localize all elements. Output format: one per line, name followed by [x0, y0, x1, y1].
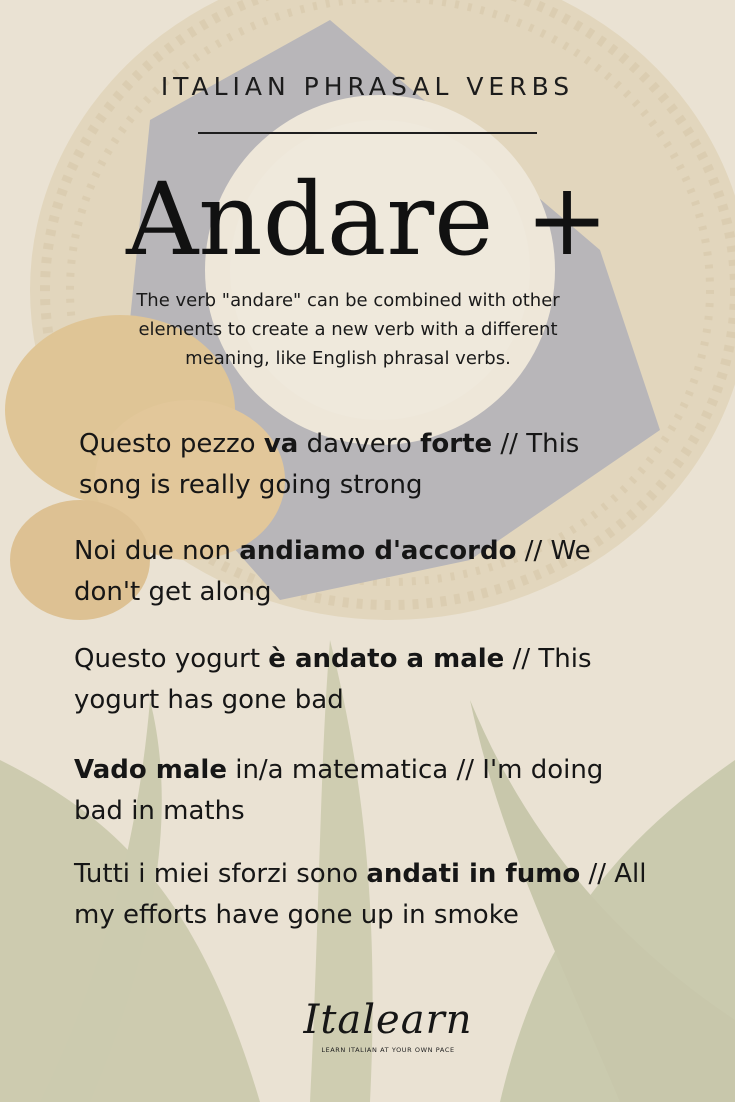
example-item: [74, 531, 644, 613]
example-item: [79, 424, 639, 506]
page-title: Andare +: [126, 161, 609, 278]
italian-phrase: Vado male: [74, 755, 227, 785]
italian-phrase: andiamo d'accordo: [239, 536, 517, 566]
example-text: // We don't get along: [74, 536, 591, 607]
example-text: // This yogurt has gone bad: [74, 644, 592, 715]
intro-text: The verb "andare" can be combined with other elements to create a new verb with a different meaning, like English phrasal verbs.: [136, 290, 560, 369]
logo-wordmark: Italearn: [303, 997, 473, 1043]
example-text: Questo yogurt: [74, 644, 269, 674]
italian-phrase: va: [263, 429, 299, 459]
example-text: Tutti i miei sforzi sono: [74, 859, 367, 889]
divider: [198, 132, 537, 134]
example-text: Questo pezzo: [79, 429, 264, 459]
logo-tagline: LEARN ITALIAN AT YOUR OWN PACE: [321, 1046, 455, 1054]
example-item: [74, 854, 654, 936]
example-item: [74, 750, 654, 832]
example-item: [74, 639, 644, 721]
example-text: // This song is really going strong: [79, 429, 580, 500]
brand-logo: [288, 996, 488, 1062]
italian-phrase: forte: [420, 429, 493, 459]
example-text: in/a matematica // I'm doing bad in maths: [74, 755, 604, 826]
italian-phrase: andati in fumo: [366, 859, 581, 889]
italian-phrase: è andato a male: [268, 644, 505, 674]
example-text: davvero: [298, 429, 421, 459]
example-text: // All my efforts have gone up in smoke: [74, 859, 647, 930]
example-text: Noi due non: [74, 536, 240, 566]
eyebrow-heading: ITALIAN PHRASAL VERBS: [160, 72, 575, 101]
